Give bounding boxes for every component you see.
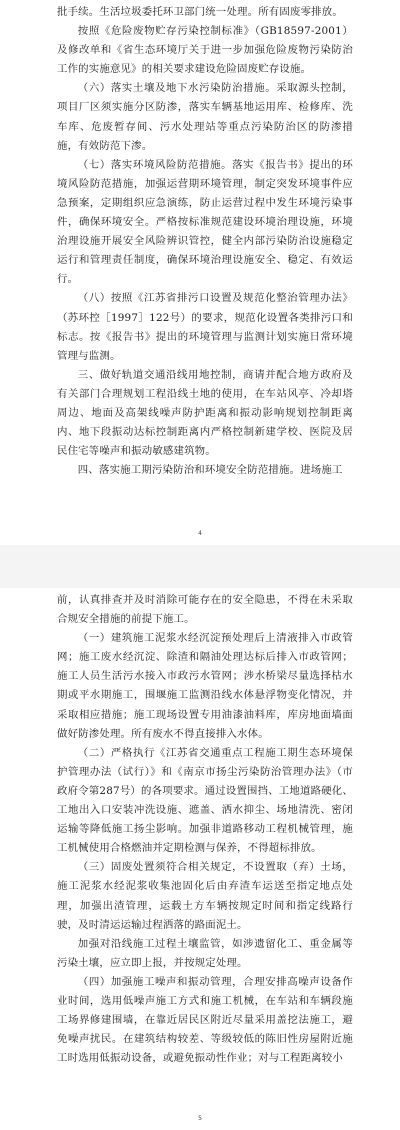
paragraph: （七）落实环境风险防范措施。落实《报告书》提出的环境风险防范措施，加强运营期环境管理，制定突发环境事件应急预案，定期组织应急演练，防止运营过程中发生环境污染事件，确保环境安全。严格按标准规范建设环境治理设施，环境治理设施开展安全风险辨识管控，健全内部污染防治设施稳定运行和管理责任制度，确保环境治理设施安全、稳定、有效运行。 bbox=[57, 158, 353, 286]
paragraph: （二）严格执行《江苏省交通重点工程施工期生态环境保护管理办法（试行）》和《南京市扬尘污染防治管理办法》（市政府令第287号）的各项要求。通过设置围挡、工地道路硬化、工地出入口安装冲洗设施、遮盖、洒水抑尘、场地清洗、密闭运输等降低施工扬尘影响。加强非道路移动工程机械管理，施工机械使用合格燃油并定期检测与保养，不得超标排放。 bbox=[57, 746, 353, 855]
page-number: 5 bbox=[198, 1115, 202, 1122]
paragraph: 前，认真排查并及时消除可能存在的安全隐患，不得在未采取合规安全措施的前提下施工。 bbox=[57, 594, 353, 626]
document-page-4 bbox=[0, 0, 400, 545]
paragraph: 加强对沿线施工过程土壤监管，如涉遗留化工、重金属等污染土壤，应立即上报，并按规定处理。 bbox=[57, 937, 353, 969]
paragraph: （八）按照《江苏省排污口设置及规范化整治管理办法》（苏环控［1997］122号）的要求，规范化设置各类排污口和标志。按《报告书》提出的环境管理与监测计划实施日常环境管理与监测。 bbox=[57, 292, 353, 362]
paragraph: （三）固废处置须符合相关规定，不设置取（弃）土场，施工泥浆水经泥浆收集池固化后由弃渣车运送至指定地点处理，加强出渣管理，运载土方车辆按规定时间和指定线路行驶，及时清运运输过程洒落的路面泥土。 bbox=[57, 861, 353, 931]
paragraph: 批手续。生活垃圾委托环卫部门统一处理。所有固废零排放。 bbox=[57, 6, 343, 18]
page-body bbox=[57, 591, 353, 1068]
page-body bbox=[57, 3, 353, 480]
paragraph: 按照《危险废物贮存污染控制标准》（GB18597-2001）及修改单和《省生态环境厅关于进一步加强危险废物污染防治工作的实施意见》的相关要求建设危险固废贮存设施。 bbox=[57, 25, 353, 76]
paragraph: 四、落实施工期污染防治和环境安全防范措施。进场施工 bbox=[77, 464, 343, 477]
page-gap bbox=[0, 545, 400, 588]
page-number: 4 bbox=[198, 530, 202, 537]
paragraph: 三、做好轨道交通沿线用地控制，商请并配合地方政府及有关部门合理规划工程沿线土地的使用，在车站风亭、冷却塔周边、地面及高架线噪声防护距离和振动影响规划控制距离内、地下段振动达标控制距离内严格控制新建学校、医院及居民住宅等噪声和振动敏感建筑物。 bbox=[57, 368, 353, 458]
paragraph: （一）建筑施工泥浆水经沉淀预处理后上清液排入市政管网；施工废水经沉淀、除渣和隔油处理达标后排入市政管网；施工人员生活污水接入市政污水管网；涉水桥梁尽量选择枯水期或平水期施工，围堰施工监测沿线水体悬浮物变化情况，并采取相应措施；施工现场设置专用油漆油料库，库房地面墙面做好防渗处理。所有废水不得直接排入水体。 bbox=[57, 632, 353, 740]
paragraph: （六）落实土壤及地下水污染防治措施。采取源头控制，项目厂区须实施分区防渗，落实车辆基地运用库、检修库、洗车库、危废暂存间、污水处理站等重点污染防治区的防渗措施，有效防范下渗。 bbox=[57, 82, 353, 152]
document-page-5 bbox=[0, 588, 400, 1130]
paragraph: （四）加强施工噪声和振动管理，合理安排高噪声设备作业时间，选用低噪声施工方式和施工机械，在车站和车辆段施工场界修建围墙，在靠近居民区附近尽量采用盖挖法施工，避免噪声扰民。在建筑结构较差、等级较低的陈旧性房屋附近施工时选用低振动设备，或避免振动性作业；对与工程距离较小 bbox=[57, 975, 353, 1065]
